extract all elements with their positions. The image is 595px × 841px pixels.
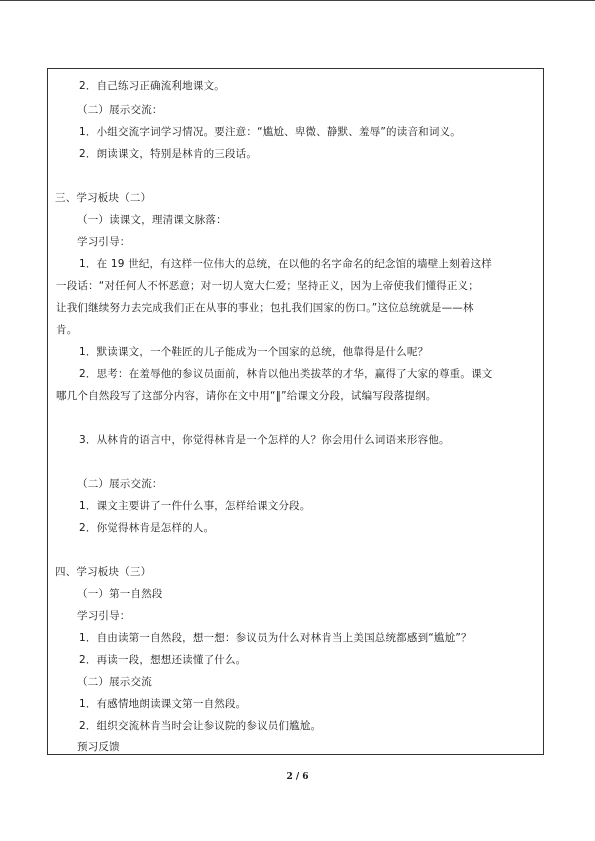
sub-heading: （二）展示交流： (77, 104, 163, 116)
sub-heading: （二）展示交流： (77, 478, 163, 490)
text-line: 预习反馈 (77, 741, 120, 753)
section-heading: 四、学习板块（三） (55, 566, 152, 578)
text-line: 肯。 (56, 324, 78, 336)
text-line: 2．自己练习正确流利地课文。 (79, 80, 225, 92)
text-line: 1．小组交流字词学习情况。要注意：“尴尬、卑微、静默、羞辱”的读音和词义。 (79, 126, 461, 138)
page-number: 2 / 6 (286, 772, 309, 782)
sub-heading: （一）第一自然段 (77, 588, 163, 600)
text-line: 2．朗读课文，特别是林肯的三段话。 (79, 148, 258, 160)
sub-heading: （二）展示交流 (77, 676, 152, 688)
text-line: 1．有感情地朗读课文第一自然段。 (79, 698, 247, 710)
text-line: 哪几个自然段写了这部分内容，请你在文中用“‖”给课文分段，试编写段落提纲。 (56, 390, 437, 402)
text-line: 1．默读课文，一个鞋匠的儿子能成为一个国家的总统，他靠得是什么呢？ (79, 346, 429, 358)
text-line: 1．课文主要讲了一件什么事，怎样给课文分段。 (79, 500, 311, 512)
guide-label: 学习引导： (77, 610, 131, 622)
content-table-cell (47, 68, 544, 755)
text-line: 让我们继续努力去完成我们正在从事的事业；包扎我们国家的伤口。”这位总统就是——林 (56, 302, 474, 314)
text-line: 1．自由读第一自然段，想一想：参议员为什么对林肯当上美国总统都感到“尴尬”？ (79, 632, 472, 644)
text-line: 一段话：“对任何人不怀恶意；对一切人宽大仁爱；坚持正义，因为上帝使我们懂得正义； (56, 280, 479, 292)
section-heading: 三、学习板块（二） (55, 192, 152, 204)
text-line: 2．思考：在羞辱他的参议员面前，林肯以他出类拔萃的才华，赢得了大家的尊重。课文 (79, 368, 493, 380)
text-line: 2．再读一段，想想还读懂了什么。 (79, 654, 247, 666)
header-rule (0, 0, 595, 1)
text-line: 3．从林肯的语言中，你觉得林肯是一个怎样的人？你会用什么词语来形容他。 (79, 434, 450, 446)
text-line: 1．在 19 世纪，有这样一位伟大的总统，在以他的名字命名的纪念馆的墙壁上刻着这样 (79, 258, 492, 270)
sub-heading: （一）读课文，理清课文脉落： (77, 214, 227, 226)
text-line: 2．组织交流林肯当时会让参议院的参议员们尴尬。 (79, 720, 322, 732)
text-line: 2．你觉得林肯是怎样的人。 (79, 522, 215, 534)
guide-label: 学习引导： (77, 236, 131, 248)
